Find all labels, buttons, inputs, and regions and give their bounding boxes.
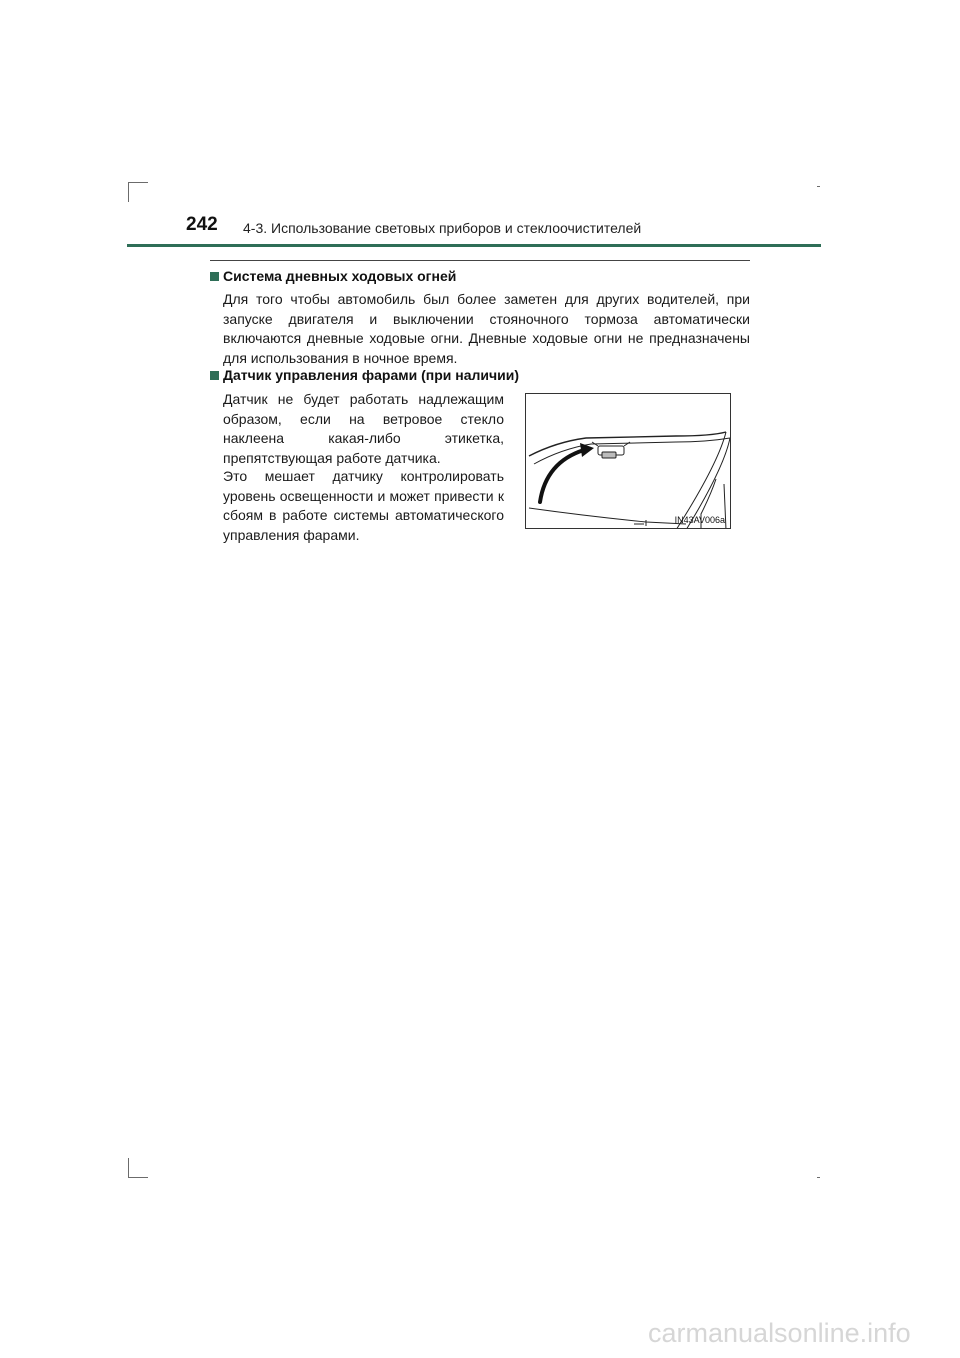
heading-daytime-running-lights: [210, 268, 456, 284]
crop-mark-bottom-left-horizontal: [128, 1177, 148, 1178]
header-rule: [127, 244, 821, 247]
heading-headlight-sensor: [210, 367, 519, 383]
heading-text: Датчик управления фарами (при наличии): [223, 367, 520, 383]
content-divider: [210, 260, 750, 261]
crop-mark-top-right: [817, 186, 820, 187]
windshield-sensor-illustration: [525, 393, 731, 529]
crop-mark-bottom-left-vertical: [128, 1158, 129, 1178]
paragraph-sensor-malfunction: Это мешает датчику контролировать уровень освещенности и может привести к сбоям в работе системы автоматического управления фарами.: [223, 468, 504, 543]
paragraph-daytime-running-lights: Для того чтобы автомобиль был более заметен для других водителей, при запуске двигателя и выключении стояночного тормоза автоматически включаются дневные ходовые огни. Дневные ходовые огни не предназначены для использования в ночное время.: [223, 291, 750, 366]
crop-mark-top-left-horizontal: [128, 182, 148, 183]
paragraph-sensor-label-warning: Датчик не будет работать надлежащим образом, если на ветровое стекло наклеена какая-либо этикетка, препятствующая работе датчика.: [223, 391, 504, 466]
bullet-square-icon: [210, 371, 219, 380]
watermark: carmanualsonline.info: [648, 1318, 911, 1348]
section-title: 4-3. Использование световых приборов и стеклоочистителей: [243, 220, 642, 236]
page-number: 242: [186, 214, 218, 235]
crop-mark-bottom-right: [817, 1177, 820, 1178]
windshield-drawing: [526, 394, 731, 529]
crop-mark-top-left-vertical: [128, 182, 129, 202]
bullet-square-icon: [210, 272, 219, 281]
figure-code: IN43AV006a: [674, 515, 725, 525]
heading-text: Система дневных ходовых огней: [223, 268, 457, 284]
